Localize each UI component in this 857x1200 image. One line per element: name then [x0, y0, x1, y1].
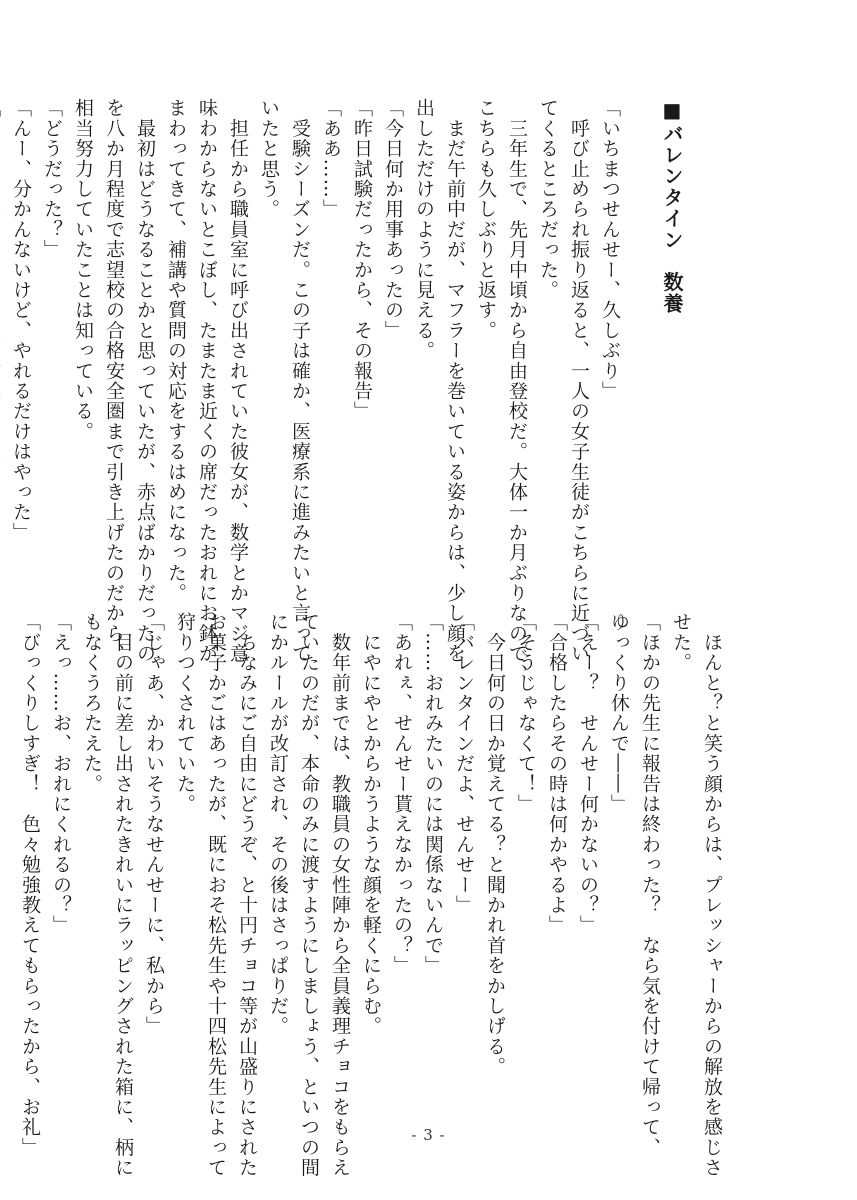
text-line: にやにやとからかうような顔を軽くにらむ。: [360, 612, 382, 1037]
text-line: お菓子かごはあったが、既におそ松先生や十四松先生によって: [205, 612, 227, 1178]
text-line: 数年前までは、教職員の女性陣から全員義理チョコをもらえ: [329, 612, 351, 1178]
text-line: ていたのだが、本命のみに渡すようにしましょう、といつの間: [298, 612, 320, 1178]
text-line: いたと思う。: [258, 98, 280, 220]
text-line: てくるところだった。: [537, 98, 559, 300]
text-line: にかルールが改訂され、その後はさっぱりだ。: [267, 612, 289, 1037]
text-line: ほんと？と笑う顔からは、プレッシャーからの解放を感じさ: [701, 612, 723, 1178]
text-line: ちなみにご自由にどうぞ、と十円チョコ等が山盛りにされた: [236, 612, 258, 1178]
text-line: まわってきて、補講や質問の対応をするはめになった。: [165, 98, 187, 603]
lower-text-block: [14, 612, 727, 1178]
text-line: 最初はどうなることかと思っていたが、赤点ばかりだったの: [134, 98, 156, 664]
text-line: 「じゃあ、かわいそうなせんせーに、私から」: [143, 612, 165, 1037]
text-line: 目の前に差し出されたきれいにラッピングされた箱に、柄に: [112, 612, 134, 1178]
text-line: 「えー？ せんせー何かないの？」: [577, 612, 599, 936]
text-line: せた。: [670, 612, 692, 673]
text-line: 「バレンタインだよ、せんせー」: [453, 612, 475, 915]
text-line: 担任から職員室に呼び出されていた彼女が、数学とかマジ意: [227, 98, 249, 664]
text-line: 「ほかの先生に報告は終わった？ なら気を付けて帰って、: [639, 612, 661, 1158]
story-title: ■バレンタイン 数養: [660, 98, 684, 314]
text-line: ゆっくり休んで――」: [608, 612, 630, 814]
text-line: 三年生で、先月中頃から自由登校だ。大体一か月ぶりなので、: [506, 98, 528, 684]
text-line: 出しただけのように見える。: [413, 98, 435, 361]
text-line: 「合格したらその時は何かやるよ」: [546, 612, 568, 936]
text-line: 狩りつくされていた。: [174, 612, 196, 814]
text-line: 「いちまつせんせー、久しぶり」: [599, 98, 621, 401]
text-line: 呼び止められ振り返ると、一人の女子生徒がこちらに近づい: [568, 98, 590, 664]
text-line: 「あれぇ、せんせー貰えなかったの？」: [391, 612, 413, 976]
text-line: 「えっ……お、おれにくれるの？」: [50, 612, 72, 936]
page-number: - 3 -: [411, 1126, 446, 1144]
text-line: もなくうろたえた。: [81, 612, 103, 794]
text-line: 「ああ……」: [320, 98, 342, 220]
text-line: を八か月程度で志望校の合格安全圏まで引き上げたのだから、: [103, 98, 125, 664]
text-line: 「そうじゃなくて！」: [515, 612, 537, 814]
text-line: 相当努力していたことは知っている。: [72, 98, 94, 442]
text-line: 「どうだった？」: [41, 98, 63, 260]
text-line: 今日何の日か覚えてる？と聞かれ首をかしげる。: [484, 612, 506, 1077]
text-line: 「びっくりしすぎ！ 色々勉強教えてもらったから、お礼」: [19, 612, 41, 1158]
text-line: 「んー、分かんないけど、やれるだけはやった」: [10, 98, 32, 543]
text-line: 味わからないとこぼし、たまたま近くの席だったおれにお鉢が: [196, 98, 218, 664]
text-line: こちらも久しぶりと返す。: [475, 98, 497, 341]
text-line: 受験シーズンだ。この子は確か、医療系に進みたいと言って: [289, 98, 311, 664]
text-line: まだ午前中だが、マフラーを巻いている姿からは、少し顔を: [444, 98, 466, 664]
text-line: 「昨日試験だったから、その報告」: [351, 98, 373, 422]
text-line: 「今日何か用事あったの」: [382, 98, 404, 341]
text-line: 「……おれみたいのには関係ないんで」: [422, 612, 444, 976]
